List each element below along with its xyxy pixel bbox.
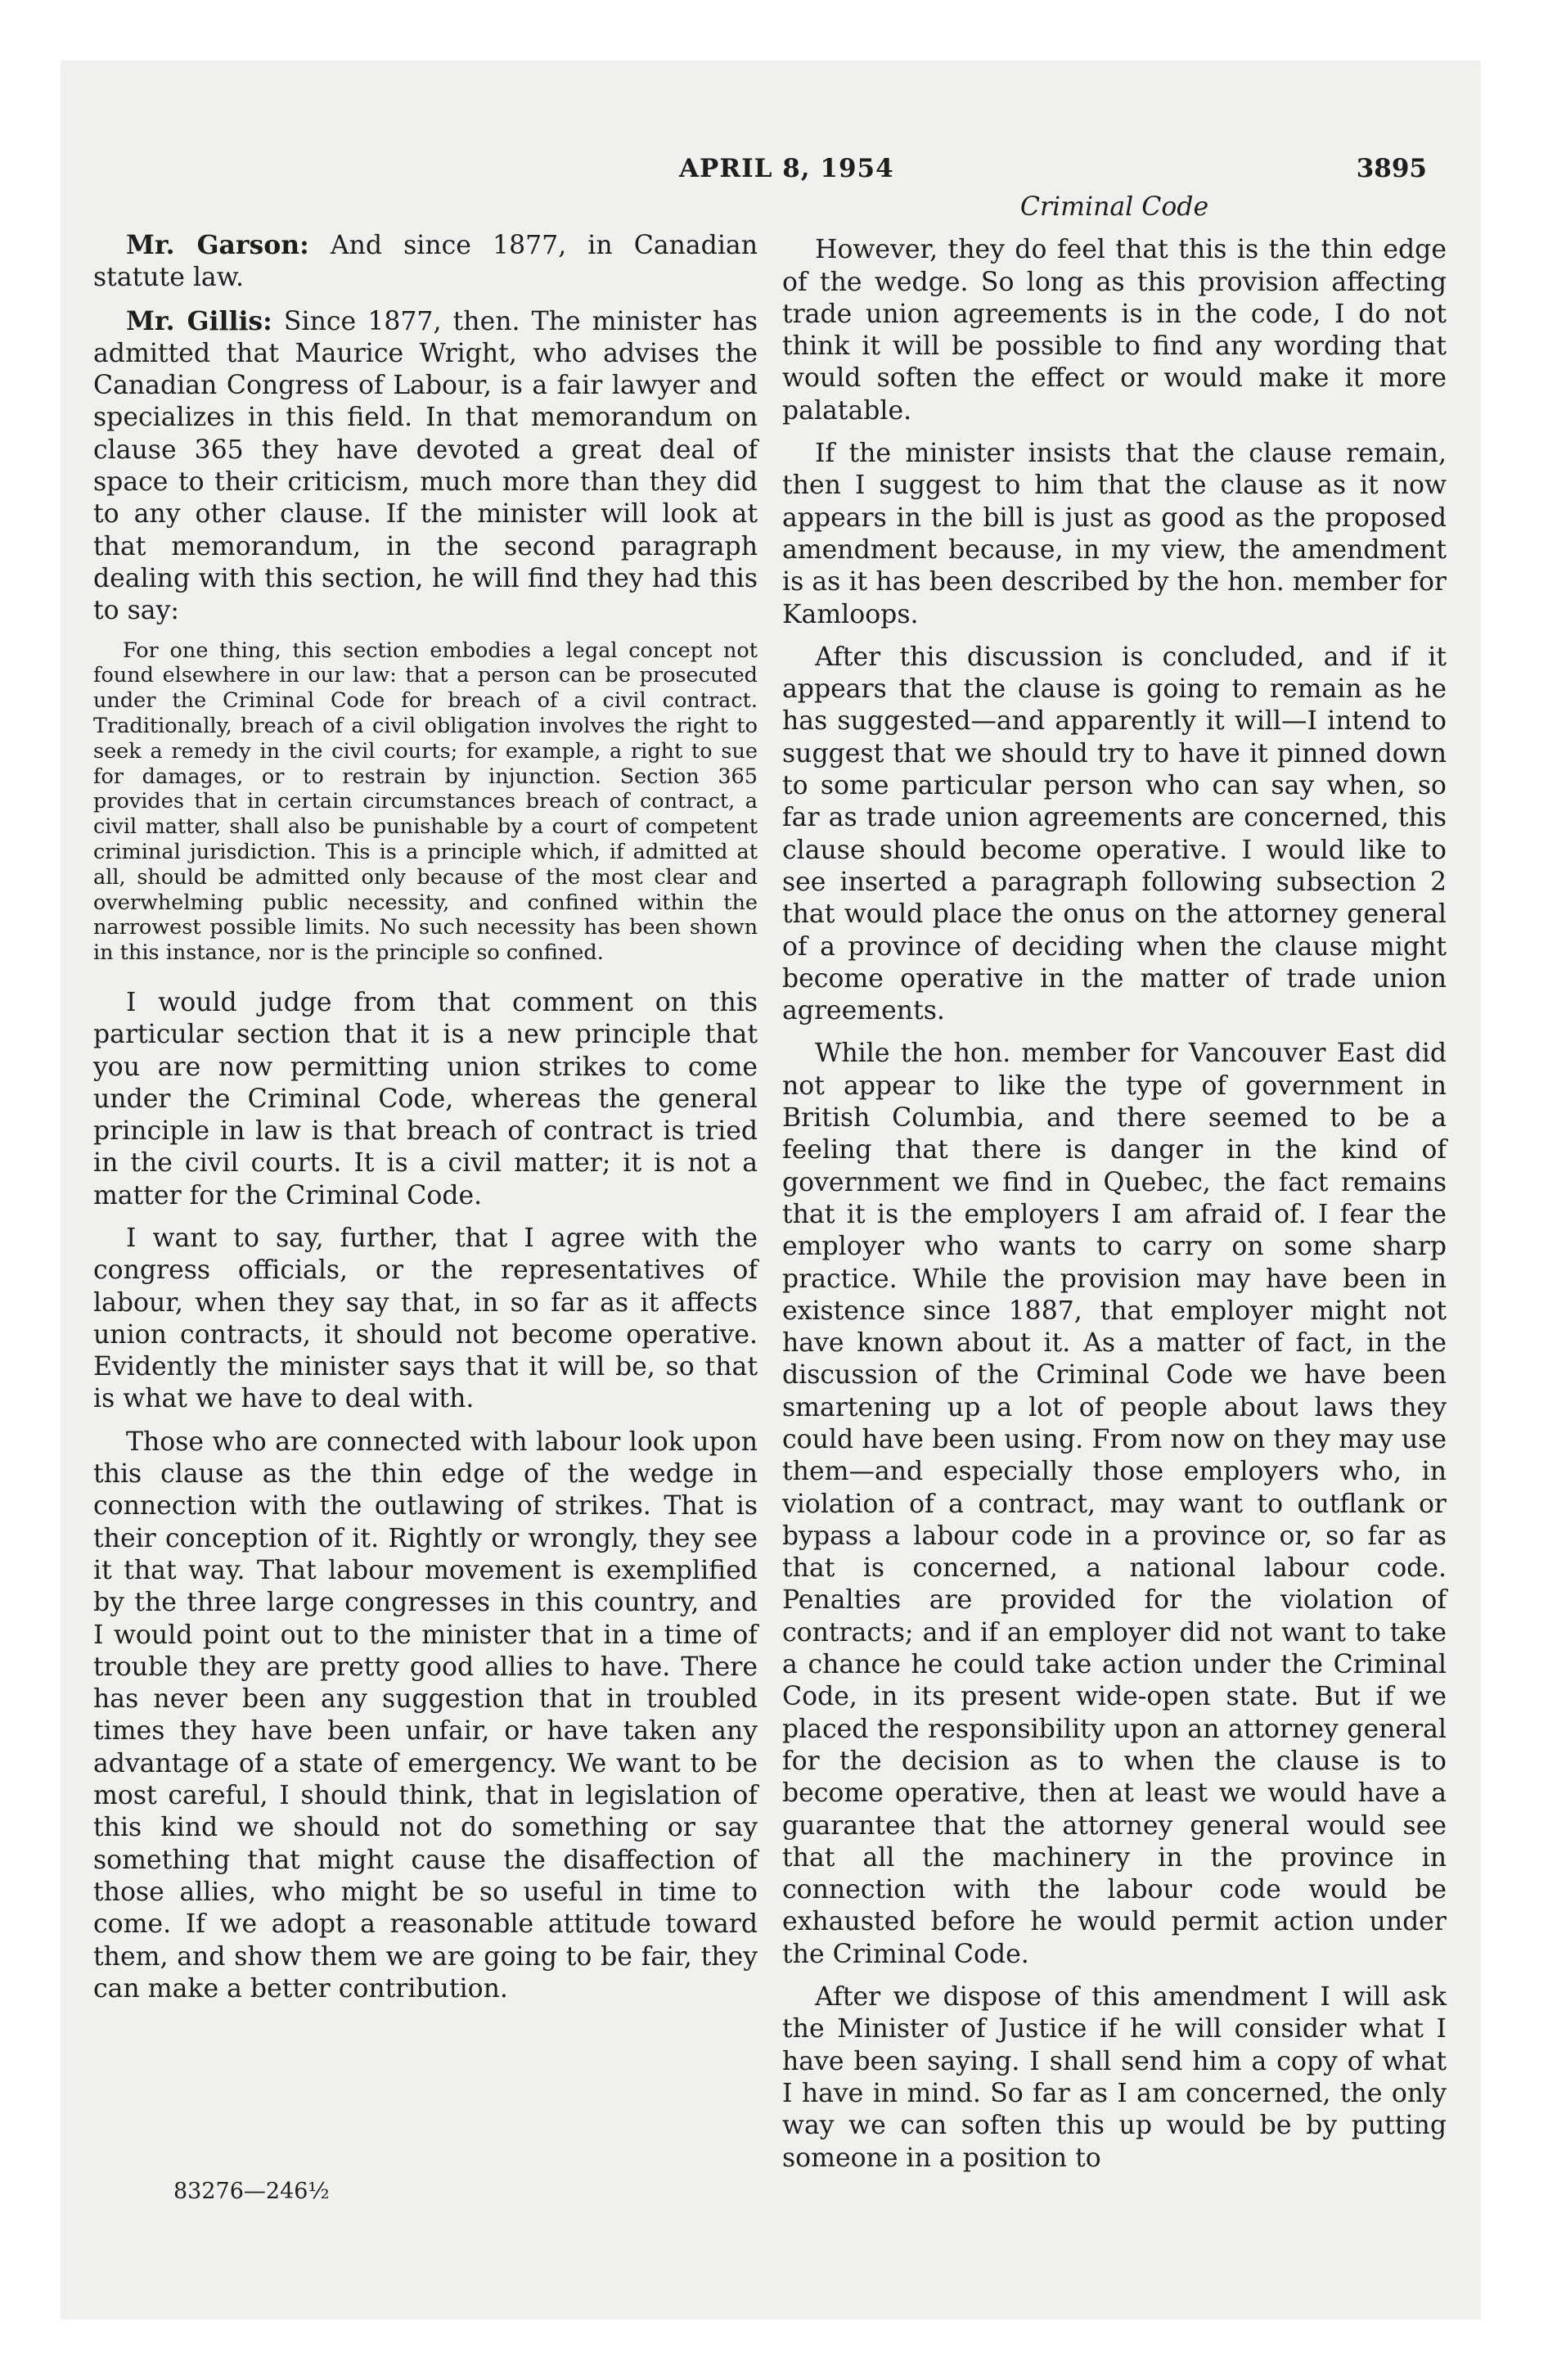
footer-folio: 83276—246½ bbox=[173, 2179, 330, 2204]
header-date: APRIL 8, 1954 bbox=[679, 154, 894, 183]
paragraph: I would judge from that comment on this particular section that it is a new principle that you are now permitting union strikes to come under the Criminal Code, whereas the general principle in law is that breach of contract is tried in the civil courts. It is a civil matter; it is not a matter for the Criminal Code. bbox=[93, 987, 758, 1210]
speech-text: And since 1877, in Canadian statute law. bbox=[93, 231, 758, 293]
paragraph-garson bbox=[93, 229, 758, 295]
right-column bbox=[782, 192, 1447, 2185]
speaker-gillis: Mr. Gillis: bbox=[126, 305, 272, 336]
header-page-number: 3895 bbox=[1356, 154, 1427, 183]
speaker-garson: Mr. Garson: bbox=[126, 230, 309, 260]
page-header bbox=[61, 154, 1481, 187]
paragraph: Those who are connected with labour look upon this clause as the thin edge of the wedge in connection with the outlawing of strikes. That is their conception of it. Rightly or wrongly, they see it that way. That labour movement is exemplified by the three large congresses in this country, and I would point out to the minister that in a time of trouble they are pretty good allies to have. There has never been any suggestion that in troubled times they have been unfair, or have taken any advantage of a state of emergency. We want to be most careful, I should think, that in legislation of this kind we should not do something or say something that might cause the disaffection of those allies, who might be so useful in time to come. If we adopt a reasonable attitude toward them, and show them we are going to be fair, they can make a better contribution. bbox=[93, 1427, 758, 2004]
paragraph: While the hon. member for Vancouver East did not appear to like the type of government in British Columbia, and there seemed to be a feeling that there is danger in the kind of government we find in Quebec, the fact remains that it is the employers I am afraid of. I fear the employer who wants to carry on some sharp practice. While the provision may have been in existence since 1887, that employer might not have known about it. As a matter of fact, in the discussion of the Criminal Code we have been smartening up a lot of people about laws they could have been using. From now on they may use them—and especially those employers who, in violation of a contract, may want to outflank or bypass a labour code in a province or, so far as that is concerned, a national labour code. Penalties are provided for the violation of contracts; and if an employer did not want to take a chance he could take action under the Criminal Code, in its present wide-open state. But if we placed the responsibility upon an attorney general for the decision as to when the clause is to become operative, then at least we would have a guarantee that the attorney general would see that all the machinery in the province in connection with the labour code would be exhausted before he would permit action under the Criminal Code. bbox=[782, 1039, 1447, 1969]
paragraph: I want to say, further, that I agree with the congress officials, or the representatives of labour, when they say that, in so far as it affects union contracts, it should not become operative. Evidently the minister says that it will be, so that is what we have to deal with. bbox=[93, 1224, 758, 1414]
paragraph-gillis bbox=[93, 305, 758, 628]
paragraph: If the minister insists that the clause remain, then I suggest to him that the clause as it now appears in the bill is just as good as the proposed amendment because, in my view, the amendment is as it has been described by the hon. member for Kamloops. bbox=[782, 439, 1447, 629]
running-title: Criminal Code bbox=[1019, 192, 1209, 222]
quoted-memorandum: For one thing, this section embodies a legal concept not found elsewhere in our law: that a person can be prosecuted under the Criminal Code for breach of a civil contract. Traditionally, breach of a civil obligation involves the right to seek a remedy in the civil courts; for example, a right to sue for damages, or to restrain by injunction. Section 365 provides that in certain circumstances breach of contract, a civil matter, shall also be punishable by a court of competent criminal jurisdiction. This is a principle which, if admitted at all, should be admitted only because of the most clear and overwhelming public necessity, and confined within the narrowest possible limits. No such necessity has been shown in this instance, nor is the principle so confined. bbox=[93, 638, 758, 966]
hansard-page bbox=[61, 61, 1481, 2319]
paragraph: However, they do feel that this is the thin edge of the wedge. So long as this provision affecting trade union agreements is in the code, I do not think it will be possible to find any wording that would soften the effect or would make it more palatable. bbox=[782, 235, 1447, 426]
left-column bbox=[93, 229, 758, 2016]
speech-text: Since 1877, then. The minister has admitted that Maurice Wright, who advises the Canadian Congress of Labour, is a fair lawyer and specializes in this field. In that memorandum on clause 365 they have devoted a great deal of space to their criticism, much more than they did to any other clause. If the minister will look at that memorandum, in the second paragraph dealing with this section, he will find they had this to say: bbox=[93, 306, 758, 626]
paragraph: After this discussion is concluded, and if it appears that the clause is going to remain as he has suggested—and apparently it will—I intend to suggest that we should try to have it pinned down to some particular person who can say when, so far as trade union agreements are concerned, this clause should become operative. I would like to see inserted a paragraph following subsection 2 that would place the onus on the attorney general of a province of deciding when the clause might become operative in the matter of trade union agreements. bbox=[782, 642, 1447, 1026]
paragraph: After we dispose of this amendment I will ask the Minister of Justice if he will consider what I have been saying. I shall send him a copy of what I have in mind. So far as I am concerned, the only way we can soften this up would be by putting someone in a position to bbox=[782, 1982, 1447, 2173]
